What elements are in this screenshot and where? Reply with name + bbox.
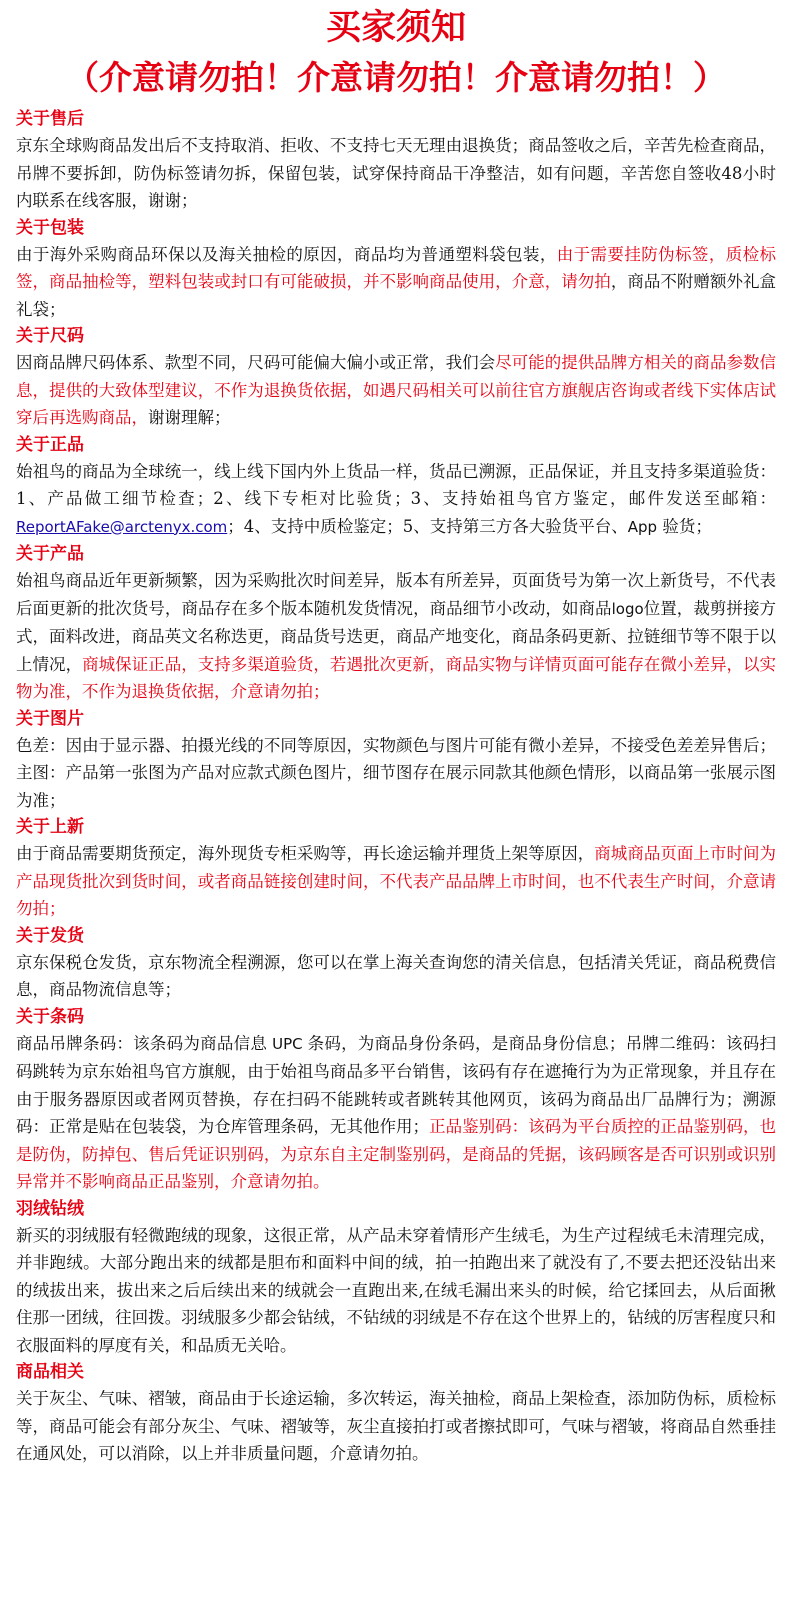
body-text: 由于商品需要期货预定，海外现货专柜采购等，再长途运输并理货上架等原因， <box>16 844 595 863</box>
body-text: 京东保税仓发货，京东物流全程溯源，您可以在掌上海关查询您的清关信息，包括清关凭证，商品税费信息，商品物流信息等； <box>16 952 776 999</box>
section-heading: 商品相关 <box>16 1362 84 1382</box>
body-text: 位置，裁剪拼接方式，面料改进，商品英文名称迭更，商品货号迭更，商品产地变化，商品条码更新、拉链细节等不限于以上情况， <box>16 598 777 674</box>
body-text: ；4、支持中质检鉴定；5、支持第三方各大验货平台、 <box>227 516 628 536</box>
section-heading: 羽绒钻绒 <box>16 1198 84 1219</box>
body-text: 始祖鸟的商品为全球统一，线上线下国内外上货品一样，货品已溯源，正品保证，并且支持多渠道验货：1、产品做工细节检查；2、线下专柜对比验货；3、支持始祖鸟官方鉴定，邮件发送至邮箱： <box>16 461 776 508</box>
body-text: logo <box>611 599 644 618</box>
section-heading: 关于条码 <box>16 1006 84 1027</box>
section-new-arrival <box>16 814 776 923</box>
notice-sections <box>16 106 776 1468</box>
body-text: 因商品牌尺码体系、款型不同，尺码可能偏大偏小或正常，我们会 <box>16 353 496 372</box>
body-text: 新买的羽绒服有轻微跑绒的现象，这很正常，从产品未穿着情形产生绒毛，为生产过程绒毛未清理完成，并非跑绒。大部分跑出来的绒都是胆布和面料中间的绒，拍一拍跑出来了就没有了,不要去把还没钻出来的绒拔出来，拔出来之后后续出来的绒就会一直跑出来,在绒毛漏出来头的时候，给它揉回去，从后面揪住那一团绒，往回拨。羽绒服多少都会钻绒，不钻绒的羽绒是不存在这个世界上的，钻绒的厉害程度只和衣服面料的厚度有关，和品质无关哈。 <box>16 1225 776 1355</box>
section-body <box>16 1030 776 1196</box>
section-body <box>16 567 776 706</box>
section-authenticity <box>16 432 776 542</box>
section-heading: 关于产品 <box>16 544 84 564</box>
body-text: 关于灰尘、气味、褶皱，商品由于长途运输，多次转运，海关抽检，商品上架检查，添加防伪标，质检标等，商品可能会有部分灰尘、气味、褶皱等，灰尘直接拍打或者擦拭即可，气味与褶皱，将商品自然垂挂在通风处，可以消除，以上并非质量问题，介意请勿拍。 <box>16 1389 776 1463</box>
body-text: 商品吊牌条码：该条码为商品信息 <box>16 1033 268 1053</box>
section-product-related <box>16 1359 776 1468</box>
highlight-text: 由于需要挂防伪标签，质检标签，商品抽检等，塑料包装或封口有可能破损，并不影响商品使用，介意，请勿拍 <box>16 244 777 291</box>
page-subtitle: （介意请勿拍！介意请勿拍！介意请勿拍！） <box>66 58 726 97</box>
page-title: 买家须知 <box>325 8 466 48</box>
section-body <box>16 458 776 542</box>
body-text: 验货； <box>657 516 712 536</box>
body-text: 色差：因由于显示器、拍摄光线的不同等原因，实物颜色与图片可能有微小差异，不接受色差差异售后；主图：产品第一张图为产品对应款式颜色图片，细节图存在展示同款其他颜色情形，以商品第一张展示图为准； <box>16 735 776 810</box>
section-packaging <box>16 215 776 324</box>
section-product <box>16 541 776 706</box>
body-text: 条码，为商品身份条码，是商品身份信息；吊牌二维码：该码扫码跳转为京东始祖鸟官方旗舰，由于始祖鸟商品多平台销售，该码有存在遮掩行为为正常现象，并且存在由于服务器原因或者网页替换，存在扫码不能跳转或者跳转其他网页，该码为商品出厂品牌行为；溯源码：正常是贴在包装袋，为仓库管理条码，无其他作用； <box>16 1033 777 1136</box>
highlight-text: 商城商品页面上市时间为产品现货批次到货时间，或者商品链接创建时间，不代表产品品牌上市时间，也不代表生产时间，介意请勿拍； <box>16 844 777 918</box>
body-text: 由于海外采购商品环保以及海关抽检的原因，商品均为普通塑料袋包装， <box>16 244 557 264</box>
body-text: 始祖鸟商品近年更新频繁，因为采购批次时间差异，版本有所差异，页面货号为第一次上新货号，不代表后面更新的批次货号，商品存在多个版本随机发货情况，商品细节小改动，如商品 <box>16 571 776 618</box>
body-text: ，商品不附赠额外礼盒礼袋； <box>16 272 777 319</box>
section-heading: 关于发货 <box>16 925 84 946</box>
body-text: 京东全球购商品发出后不支持取消、拒收、不支持七天无理由退换货；商品签收之后，辛苦先检查商品，吊牌不要拆卸，防伪标签请勿拆，保留包装，试穿保持商品干净整洁，如有问题，辛苦您自签收48小时内联系在线客服，谢谢； <box>16 136 776 210</box>
highlight-text: 正品鉴别码：该码为平台质控的正品鉴别码，也是防伪，防掉包、售后凭证识别码，为京东自主定制鉴别码，是商品的凭据，该码顾客是否可识别或识别异常并不影响商品正品鉴别，介意请勿拍。 <box>16 1117 777 1191</box>
highlight-text: 尽可能的提供品牌方相关的商品参数信息，提供的大致体型建议，不作为退换货依据，如遇尺码相关可以前往官方旗舰店咨询或者线下实体店试穿后再选购商品， <box>16 353 777 427</box>
section-size <box>16 323 776 432</box>
section-body <box>16 949 776 1004</box>
section-heading: 关于售后 <box>16 109 84 129</box>
body-text: 谢谢理解； <box>148 408 231 427</box>
section-heading: 关于包装 <box>16 217 84 238</box>
section-after-sales <box>16 106 776 215</box>
body-text: UPC <box>267 1034 308 1053</box>
section-images <box>16 706 776 815</box>
section-shipping <box>16 923 776 1004</box>
section-heading: 关于尺码 <box>16 326 84 346</box>
section-body <box>16 241 776 324</box>
section-heading: 关于图片 <box>16 708 84 729</box>
section-body <box>16 349 776 432</box>
section-body <box>16 1222 776 1360</box>
section-body <box>16 732 776 815</box>
email-link[interactable]: ReportAFake@arctenyx.com <box>16 517 228 536</box>
section-body <box>16 1385 776 1468</box>
section-heading: 关于正品 <box>16 434 84 455</box>
section-heading: 关于上新 <box>16 817 84 837</box>
body-text: App <box>627 517 658 536</box>
section-barcode <box>16 1004 776 1196</box>
section-body <box>16 132 776 215</box>
highlight-text: 商城保证正品，支持多渠道验货，若遇批次更新，商品实物与详情页面可能存在微小差异，以实物为准，不作为退换货依据，介意请勿拍； <box>16 654 777 701</box>
section-down-leak <box>16 1196 776 1360</box>
section-body <box>16 840 776 923</box>
